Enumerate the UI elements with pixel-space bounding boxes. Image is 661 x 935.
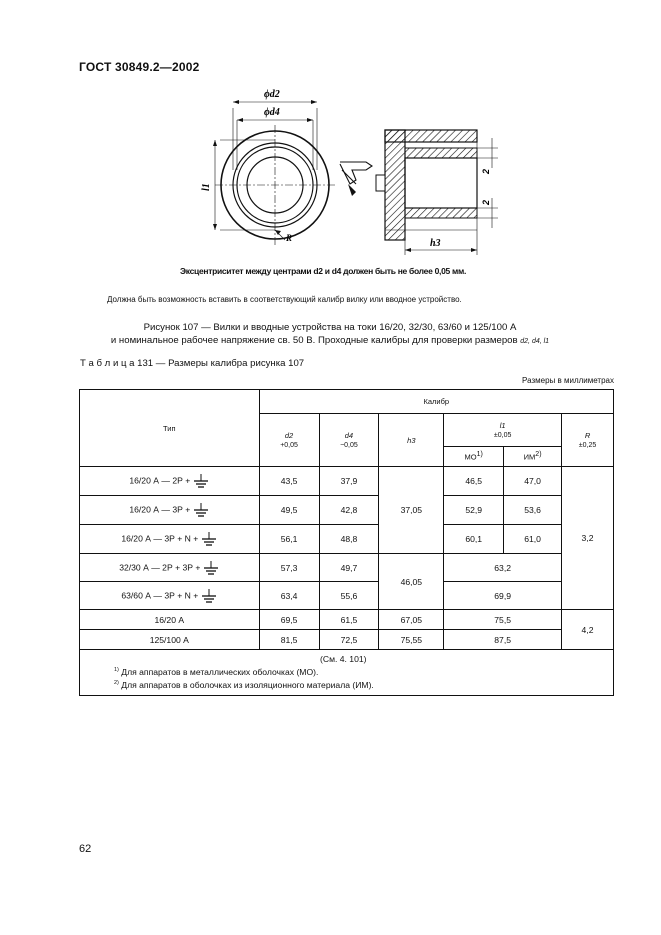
row-type: 63/60 А — 3Р + N + [80, 582, 260, 610]
cell-mo: 46,5 [444, 467, 504, 496]
footnote-ref: (См. 4. 101) [320, 654, 367, 664]
table-row [80, 496, 614, 525]
cell-h3-merged: 37,05 [379, 467, 444, 554]
document-header: ГОСТ 30849.2—2002 [79, 60, 200, 74]
cell-r-merged: 4,2 [562, 610, 614, 650]
cell-h3: 75,55 [379, 630, 444, 650]
ground-symbol-icon [193, 502, 209, 518]
cell-mo: 52,9 [444, 496, 504, 525]
cell-l1: 75,5 [444, 610, 562, 630]
dimensions-table [79, 389, 614, 696]
footnote-2: $^{2)}$ Для аппаратов в оболочках из изоляционного материала (ИМ). [114, 679, 374, 690]
ground-symbol-icon [193, 473, 209, 489]
cell-d2: 69,5 [259, 610, 319, 630]
label-d4: ϕd4 [264, 107, 280, 118]
cell-d4: 72,5 [319, 630, 379, 650]
figure-caption-line2: и номинальное рабочее напряжение св. 50 В. Проходные калибры для проверки размеров d2, d4, l1 [110, 335, 550, 346]
row-type: 16/20 А — 2Р + [80, 467, 260, 496]
figure-caption-line1: Рисунок 107 — Вилки и вводные устройства на токи 16/20, 32/30, 63/60 и 125/100 А [143, 322, 517, 333]
section-view [376, 130, 498, 255]
row-type: 125/100 А [80, 630, 260, 650]
header-d2: d2 +0,05 [259, 414, 319, 467]
figure-caption-vars: d2, d4, l1 [520, 338, 550, 345]
cell-l1: 69,9 [444, 582, 562, 610]
footnote-1: $^{1)}$ Для аппаратов в металлических оболочках (МО). [114, 666, 319, 677]
table-row [80, 525, 614, 554]
table-row [80, 630, 614, 650]
page-number: 62 [79, 843, 92, 855]
header-mo: МО$^{1)}$ [444, 447, 504, 467]
table-row [80, 582, 614, 610]
label-two-top: 2 [481, 168, 491, 174]
table-row [80, 554, 614, 582]
row-type: 16/20 А — 3Р + N + [80, 525, 260, 554]
table-title: Т а б л и ц а 131 — Размеры калибра рисунка 107 [80, 358, 305, 369]
cell-h3-merged: 46,05 [379, 554, 444, 610]
drawing-note: Эксцентриситет между центрами d2 и d4 должен быть не более 0,05 мм. [180, 266, 467, 276]
front-view [215, 102, 335, 245]
cell-d2: 63,4 [259, 582, 319, 610]
cell-d2: 57,3 [259, 554, 319, 582]
cell-d2: 43,5 [259, 467, 319, 496]
cell-l1: 87,5 [444, 630, 562, 650]
header-l1: l1 ±0,05 [444, 414, 562, 447]
header-type: Тип [80, 390, 260, 467]
table-row [80, 610, 614, 630]
cell-h3: 67,05 [379, 610, 444, 630]
footnotes-cell [80, 650, 614, 696]
table-row [80, 467, 614, 496]
cell-d2: 56,1 [259, 525, 319, 554]
header-r: R ±0,25 [562, 414, 614, 467]
cell-im: 61,0 [504, 525, 562, 554]
cell-l1: 63,2 [444, 554, 562, 582]
row-type: 16/20 А [80, 610, 260, 630]
figure-caption [80, 321, 580, 348]
cell-im: 53,6 [504, 496, 562, 525]
ground-symbol-icon [201, 531, 217, 547]
header-kalibr: Калибр [259, 390, 613, 414]
cell-d4: 37,9 [319, 467, 379, 496]
header-h3: h3 [379, 414, 444, 467]
cell-d4: 61,5 [319, 610, 379, 630]
cell-d2: 49,5 [259, 496, 319, 525]
gauge-drawing [180, 80, 510, 260]
cell-d4: 49,7 [319, 554, 379, 582]
label-r: R [286, 233, 293, 243]
cell-d4: 42,8 [319, 496, 379, 525]
header-im: ИМ$^{2)}$ [504, 447, 562, 467]
units-note: Размеры в миллиметрах [522, 376, 614, 385]
cell-d4: 55,6 [319, 582, 379, 610]
cell-mo: 60,1 [444, 525, 504, 554]
ground-symbol-icon [203, 560, 219, 576]
cell-r-merged: 3,2 [562, 467, 614, 610]
header-d4: d4 −0,05 [319, 414, 379, 467]
section-arrow [340, 162, 372, 184]
calibration-note: Должна быть возможность вставить в соответствующий калибр вилку или вводное устройство. [107, 295, 462, 304]
label-l1: l1 [201, 183, 212, 191]
row-type: 16/20 А — 3Р + [80, 496, 260, 525]
cell-im: 47,0 [504, 467, 562, 496]
cell-d2: 81,5 [259, 630, 319, 650]
table-footnotes [80, 650, 614, 696]
cell-d4: 48,8 [319, 525, 379, 554]
label-two-bottom: 2 [481, 199, 491, 205]
ground-symbol-icon [201, 588, 217, 604]
label-d2: ϕd2 [264, 89, 280, 100]
label-h3: h3 [430, 238, 441, 249]
row-type: 32/30 А — 2Р + 3Р + [80, 554, 260, 582]
